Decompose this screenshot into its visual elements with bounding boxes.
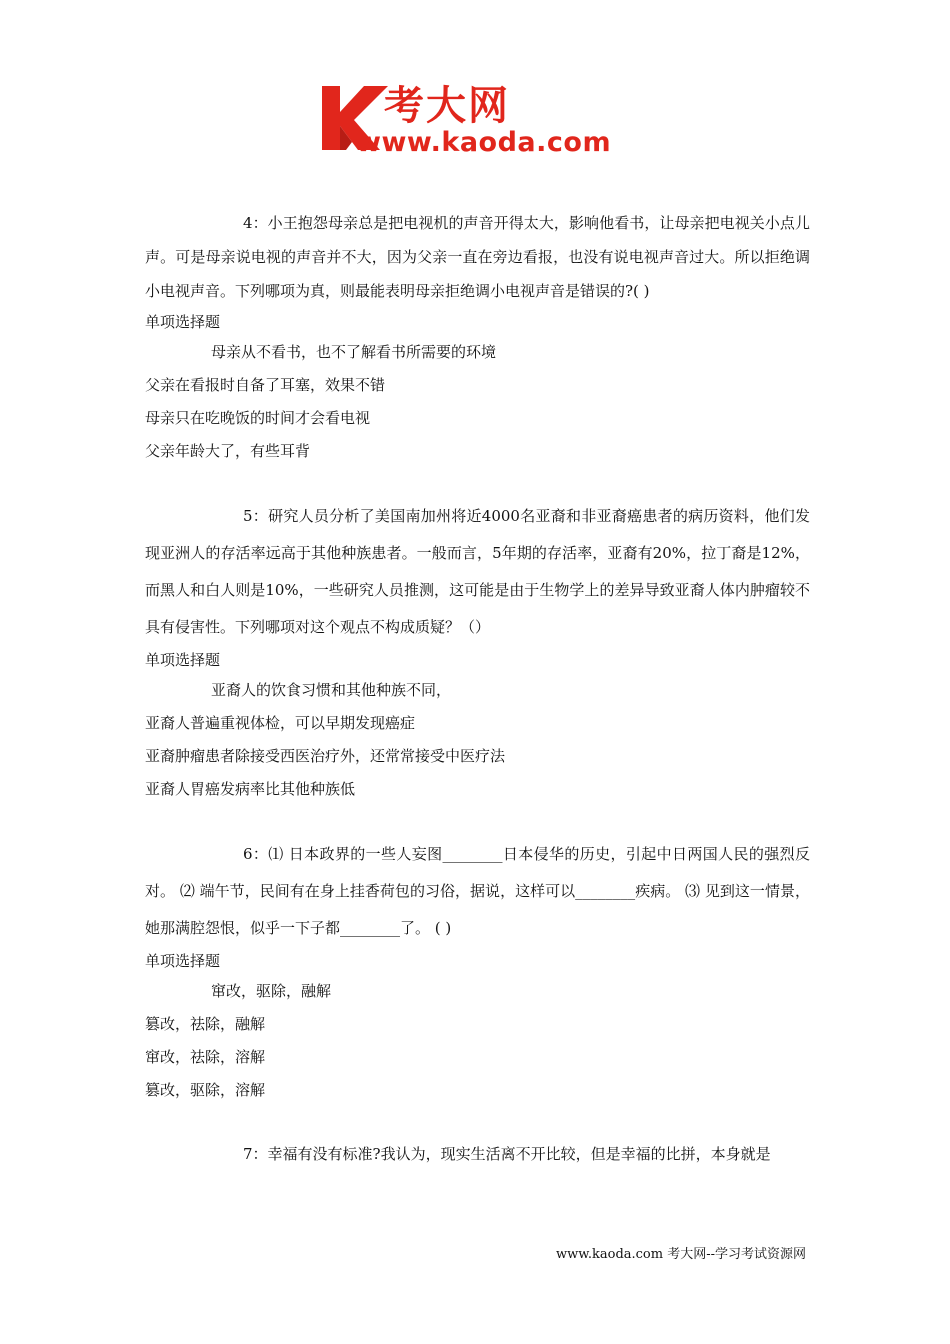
option-item[interactable]: 母亲只在吃晚饭的时间才会看电视 bbox=[145, 409, 371, 427]
option-item[interactable]: 亚裔人的饮食习惯和其他种族不同， bbox=[211, 681, 452, 699]
option-item[interactable]: 窜改，祛除，溶解 bbox=[145, 1048, 266, 1066]
kaoda-logo bbox=[318, 82, 648, 162]
question-block-7 bbox=[145, 1137, 810, 1171]
question-text: 5：研究人员分析了美国南加州将近4000名亚裔和非亚裔癌患者的病历资料，他们发现亚洲人的存活率远高于其他种族患者。一般而言，5年期的存活率，亚裔有20%，拉丁裔是12%，而黑人和白人则是10%，一些研究人员推测，这可能是由于生物学上的差异导致亚裔人体内肿瘤较不具有侵害性。下列哪项对这个观点不构成质疑？（） bbox=[145, 507, 810, 636]
option-list bbox=[145, 674, 810, 806]
question-type-label: 单项选择题 bbox=[145, 651, 221, 669]
option-item[interactable]: 亚裔人胃癌发病率比其他种族低 bbox=[145, 780, 356, 798]
option-list bbox=[145, 975, 810, 1107]
option-item[interactable]: 窜改，驱除，融解 bbox=[211, 982, 332, 1000]
question-text: 4：小王抱怨母亲总是把电视机的声音开得太大，影响他看书，让母亲把电视关小点儿声。可是母亲说电视的声音并不大，因为父亲一直在旁边看报，也没有说电视声音过大。所以拒绝调小电视声音。下列哪项为真，则最能表明母亲拒绝调小电视声音是错误的?( ) bbox=[145, 214, 810, 300]
option-item[interactable]: 亚裔人普遍重视体检，可以早期发现癌症 bbox=[145, 714, 416, 732]
question-block-6 bbox=[145, 836, 810, 1107]
question-text: 6：⑴ 日本政界的一些人妄图________日本侵华的历史，引起中日两国人民的强烈反对。 ⑵ 端午节，民间有在身上挂香荷包的习俗，据说，这样可以________疾病。 ⑶ 见到这一情景，她那满腔怨恨，似乎一下子都________了。 ( ) bbox=[145, 845, 810, 937]
question-block-5 bbox=[145, 498, 810, 806]
option-item[interactable]: 篡改，驱除，溶解 bbox=[145, 1081, 266, 1099]
option-item[interactable]: 篡改，祛除，融解 bbox=[145, 1015, 266, 1033]
option-item[interactable]: 父亲在看报时自备了耳塞，效果不错 bbox=[145, 376, 386, 394]
question-type-label: 单项选择题 bbox=[145, 313, 221, 331]
question-block-4 bbox=[145, 206, 810, 468]
logo-url-text: www.kaoda.com bbox=[356, 127, 612, 158]
option-list bbox=[145, 336, 810, 468]
option-item[interactable]: 亚裔肿瘤患者除接受西医治疗外，还常常接受中医疗法 bbox=[145, 747, 506, 765]
option-item[interactable]: 父亲年龄大了，有些耳背 bbox=[145, 442, 311, 460]
page-footer: www.kaoda.com 考大网--学习考试资源网 bbox=[556, 1247, 806, 1262]
question-type-label: 单项选择题 bbox=[145, 952, 221, 970]
question-text: 7：幸福有没有标准?我认为，现实生活离不开比较，但是幸福的比拼，本身就是 bbox=[243, 1145, 771, 1163]
question-list bbox=[145, 206, 810, 1201]
option-item[interactable]: 母亲从不看书，也不了解看书所需要的环境 bbox=[211, 343, 497, 361]
logo-brand-text: 考大网 bbox=[384, 83, 510, 129]
